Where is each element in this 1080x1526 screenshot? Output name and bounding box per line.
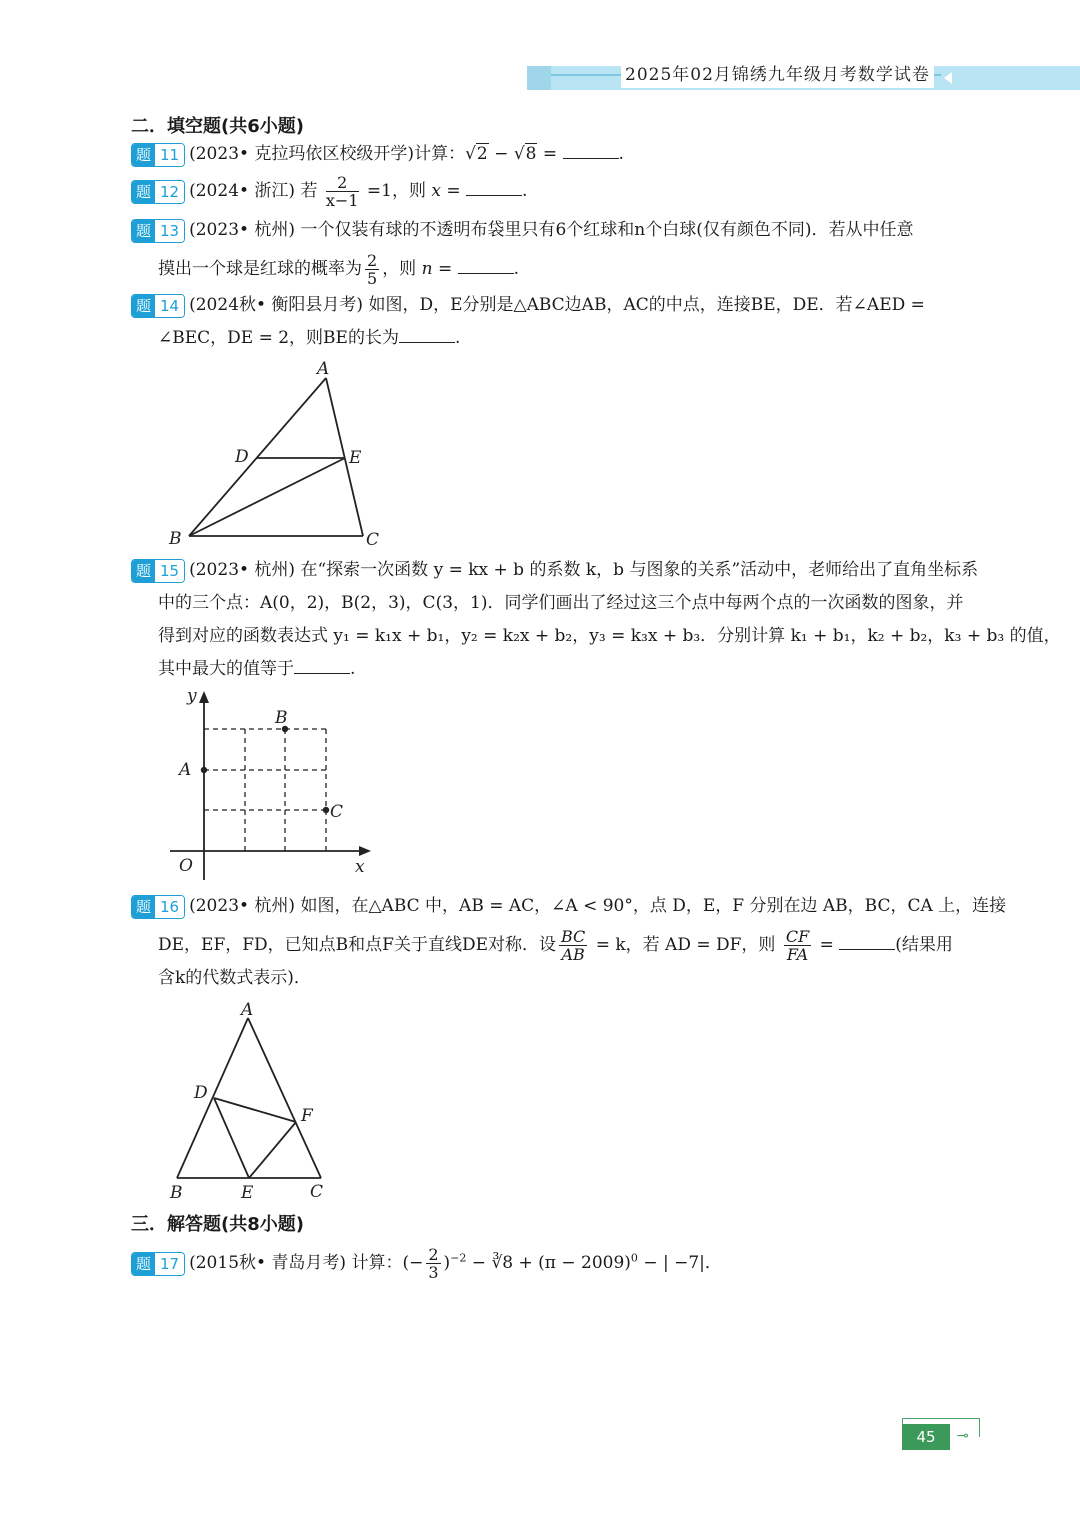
question-15-line2: 中的三个点：A(0，2)，B(2，3)，C(3，1)．同学们画出了经过这三个点中每两个点的一次函数的图象，并 (158, 593, 964, 613)
fraction: $\frac{2}{5}$ (367, 251, 378, 288)
label-a: A (317, 359, 330, 379)
question-tag: 题 17 (131, 1252, 185, 1276)
point-c (323, 807, 329, 813)
label-b: B (170, 1183, 183, 1203)
side-ab (189, 378, 326, 536)
label-e: E (241, 1183, 254, 1203)
label-c: C (310, 1182, 324, 1202)
question-13: 题 13 (2023• 杭州) 一个仅装有球的不透明布袋里只有6个红球和n个白球(仅有颜色不同)．若从中任意 (131, 218, 914, 243)
section-fill-title: 二．填空题(共6小题) (131, 116, 304, 137)
label-b: B (275, 708, 288, 728)
side-ab (177, 1018, 248, 1178)
question-14-line2: ∠BEC，DE = 2，则BE的长为 . (158, 328, 461, 348)
label-a: A (179, 760, 192, 780)
question-tag: 题 11 (131, 143, 185, 167)
figure-16-triangle (165, 1000, 335, 1205)
label-c: C (366, 530, 380, 550)
label-f: F (301, 1106, 313, 1126)
answer-blank (399, 328, 455, 343)
answer-blank (294, 659, 350, 674)
question-17: 题 17 (2015秋• 青岛月考) 计算：(− $\frac{2}{3}$ )$^{-2}$ − ∛8 + $(\pi - 2009)^0$ − | −7|． (131, 1246, 722, 1281)
fraction: $\frac{BC}{AB}$ (561, 927, 586, 964)
plug-icon: ⊸ (957, 1428, 969, 1444)
label-d: D (194, 1083, 208, 1103)
question-15-line4: 其中最大的值等于 . (158, 659, 356, 679)
section-solve-title: 三．解答题(共8小题) (131, 1214, 304, 1235)
fraction: $\frac{2}{x-1}$ (325, 173, 359, 210)
question-11: 题 11 (2023• 克拉玛依区校级开学)计算：√2 − √8 = . (131, 142, 624, 167)
label-c: C (330, 802, 344, 822)
header-title: 2025年02月锦绣九年级月考数学试卷 (621, 62, 934, 88)
question-16-line3: 含k的代数式表示)． (158, 968, 311, 988)
y-axis-arrow-icon (199, 691, 209, 703)
question-15-line3: 得到对应的函数表达式 y₁ = k₁x + b₁，y₂ = k₂x + b₂，y₃ = k₃x + b₃．分别计算 k₁ + b₁，k₂ + b₂，k₃ + b₃ 的值， (158, 626, 1061, 646)
question-14: 题 14 (2024秋• 衡阳县月考) 如图，D，E分别是△ABC边AB，AC的中点，连接BE，DE．若∠AED = (131, 293, 925, 318)
label-x: x (355, 857, 365, 877)
question-tag: 题 15 (131, 559, 185, 583)
segment-ef (249, 1122, 296, 1178)
side-ac (248, 1018, 321, 1178)
answer-blank (458, 259, 514, 274)
question-tag: 题 13 (131, 219, 185, 243)
segment-be (189, 458, 345, 536)
label-b: B (169, 529, 182, 549)
fraction: $\frac{2}{3}$ (428, 1245, 439, 1282)
question-15: 题 15 (2023• 杭州) 在“探索一次函数 y = kx + b 的系数 k，b 与图象的关系”活动中，老师给出了直角坐标系 (131, 558, 978, 583)
label-y: y (187, 686, 197, 706)
question-tag: 题 14 (131, 294, 185, 318)
answer-blank (466, 181, 522, 196)
question-16-line2: DE，EF，FD，已知点B和点F关于直线DE对称．设 $\frac{BC}{AB}$ = k，若 AD = DF，则 $\frac{CF}{FA}$ = (结果用 (158, 927, 953, 964)
x-axis-arrow-icon (359, 846, 371, 856)
question-tag: 题 16 (131, 895, 185, 919)
label-d: D (235, 447, 249, 467)
label-e: E (349, 448, 362, 468)
figure-15-coordinate-grid (165, 685, 380, 880)
page-number: 45 (902, 1424, 950, 1450)
figure-14-triangle (165, 360, 395, 552)
answer-blank (839, 935, 895, 950)
fraction: $\frac{CF}{FA}$ (785, 927, 810, 964)
question-12: 题 12 (2024• 浙江) 若 $\frac{2}{x-1}$ =1，则 x = . (131, 174, 527, 209)
label-o: O (179, 856, 193, 876)
point-a (201, 767, 207, 773)
answer-blank (563, 144, 619, 159)
segment-fd (214, 1098, 296, 1122)
question-16: 题 16 (2023• 杭州) 如图，在△ABC 中，AB = AC，∠A < 90°，点 D，E，F 分别在边 AB，BC，CA 上，连接 (131, 894, 1006, 919)
header-square (527, 66, 551, 90)
question-13-line2: 摸出一个球是红球的概率为 $\frac{2}{5}$ ，则 n = . (158, 251, 520, 288)
segment-de (214, 1098, 249, 1178)
question-tag: 题 12 (131, 180, 185, 204)
header-arrow-icon (944, 72, 952, 84)
label-a: A (241, 1000, 254, 1020)
